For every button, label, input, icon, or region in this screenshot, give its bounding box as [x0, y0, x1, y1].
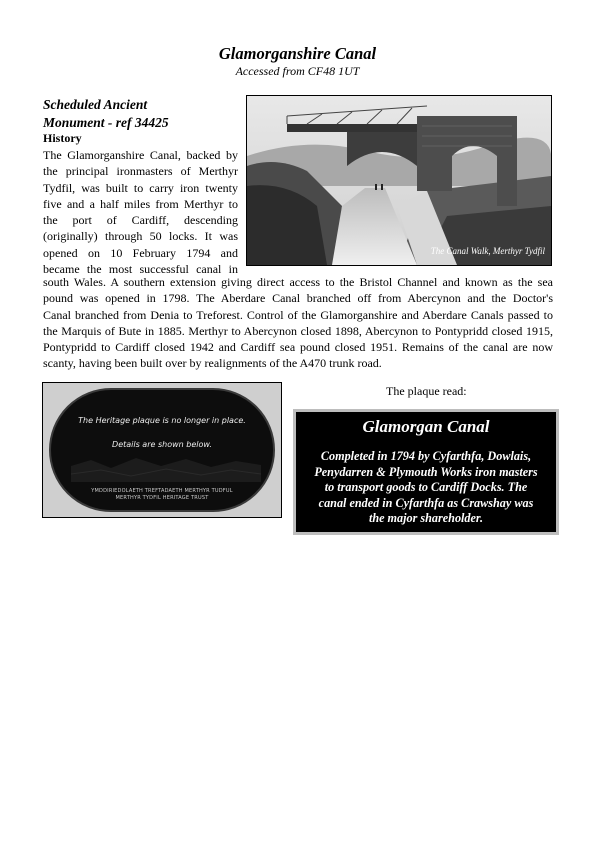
canal-walk-photo: [246, 95, 552, 266]
history-line: scanty, having been built over by realignments of the A470 trunk road.: [43, 356, 382, 371]
history-line: became the most successful canal in: [43, 262, 238, 277]
history-line: opened on 10 February 1794 and: [43, 245, 238, 260]
scheduled-monument-heading: [43, 96, 243, 132]
history-line: (originally) through 50 locks. It was: [43, 229, 238, 244]
plaque-notice-line-1: The Heritage plaque is no longer in place.: [78, 416, 246, 425]
history-line: five and a half miles from Merthyr to: [43, 196, 238, 211]
history-line: Tydfil, was built to carry iron twenty: [43, 180, 238, 195]
plaque-title: Glamorgan Canal: [362, 417, 490, 436]
history-line: pound was opened in 1798. The Aberdare Canal branched off from Abercynon and the Doctor's: [43, 291, 553, 306]
history-line: south Wales. A southern extension giving direct access to the Bristol Channel and known as the sea: [43, 275, 553, 289]
english-trust-name: MERTHYR TYDFIL HERITAGE TRUST: [115, 495, 209, 501]
plaque-trust-text: [51, 488, 273, 502]
plaque-line: the major shareholder.: [368, 511, 484, 525]
plaque-text-box: [293, 409, 559, 535]
welsh-trust-name: YMDDIRIEDOLAETH TREFTADAETH MERTHYR TUDFUL: [91, 488, 233, 494]
scheduled-line-1: Scheduled Ancient: [43, 97, 148, 112]
plaque-line: to transport goods to Cardiff Docks. The: [324, 480, 528, 494]
scheduled-line-2: Monument - ref 34425: [43, 115, 169, 130]
plaque-line: Completed in 1794 by Cyfarthfa, Dowlais,: [320, 449, 532, 463]
plaque-read-label: The plaque read:: [386, 384, 467, 398]
plaque-notice-line-2: Details are shown below.: [112, 440, 212, 449]
history-column-text: [43, 147, 238, 277]
plaque-oval: [49, 388, 275, 512]
page-title: Glamorganshire Canal: [218, 44, 377, 63]
history-line: the port of Cardiff, descending: [43, 213, 238, 228]
plaque-body: [296, 449, 556, 527]
history-line: Canal branched from Denia to Treforest. Control of the Glamorganshire and Aberdare Canals passed to: [43, 307, 553, 322]
history-line: Pontypridd to Cardiff closed 1942 and Cardiff sea pound closed 1951. Remains of the canal are now: [43, 340, 553, 355]
history-line: the Marquis of Bute in 1885. Merthyr to Abercynon closed 1898, Abercynon to Pontypridd closed 1915,: [43, 323, 553, 338]
history-heading: History: [43, 131, 82, 145]
plaque-line: canal ended in Cyfarthfa as Crawshay was: [318, 495, 534, 510]
missing-plaque-photo: [42, 382, 282, 518]
page-subtitle: Accessed from CF48 1UT: [235, 64, 360, 78]
plaque-line: Penydarren & Plymouth Works iron masters: [314, 464, 538, 479]
canal-photo-illustration: [247, 96, 551, 265]
photo-caption: The Canal Walk, Merthyr Tydfil: [430, 246, 545, 256]
plaque-reflection: [71, 456, 261, 482]
history-full-text: [43, 274, 553, 372]
history-line: the principal ironmasters of Merthyr: [43, 164, 238, 179]
history-line: The Glamorganshire Canal, backed by: [43, 148, 238, 162]
